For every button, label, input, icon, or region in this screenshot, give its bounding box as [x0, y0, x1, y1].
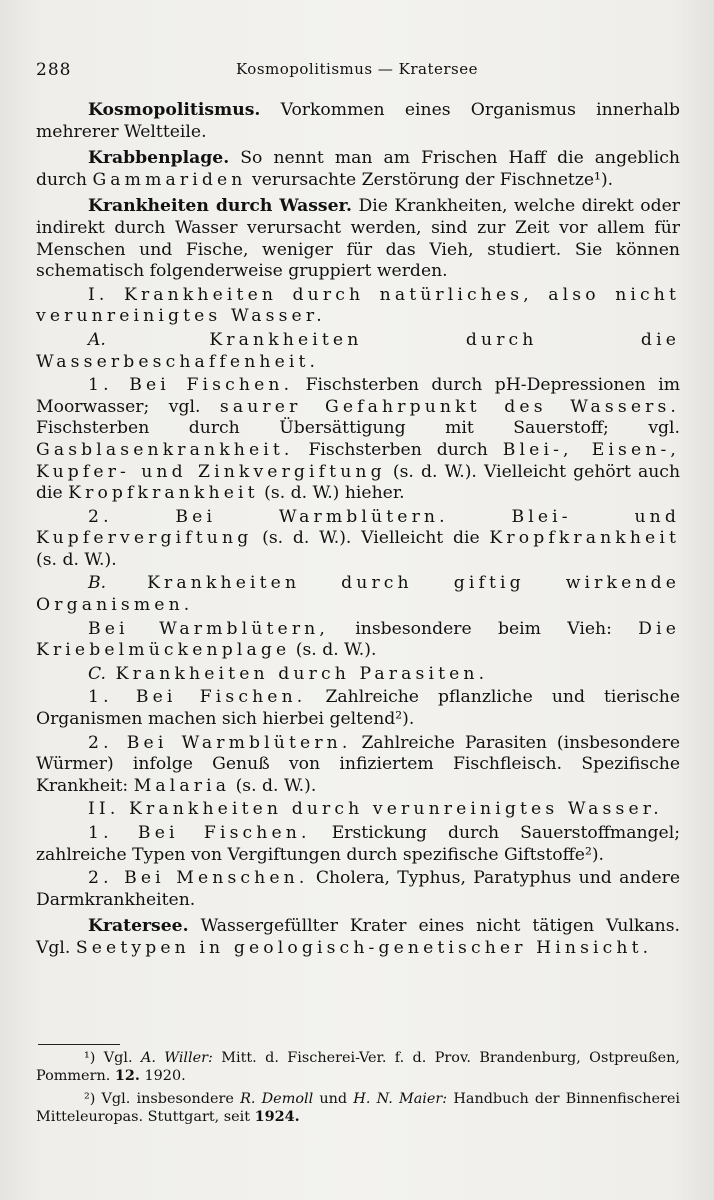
paragraph-ii2: [36, 868, 680, 911]
section-letter: C.: [88, 663, 107, 684]
footnote-text: ¹) Vgl.: [84, 1050, 141, 1066]
section-title: Krankheiten durch giftig wirkende Organismen.: [36, 573, 680, 616]
paragraph-a1: [36, 375, 680, 505]
footnotes: [36, 1050, 680, 1126]
headword: Kosmopolitismus.: [88, 100, 261, 120]
spaced-term: Malaria: [133, 775, 231, 796]
spaced-term: 1. Bei Fischen.: [88, 823, 311, 843]
spaced-term: Gammariden: [92, 169, 247, 190]
subsection-a: [36, 330, 680, 373]
footnote-text: Mitt. d. Fischerei-Ver. f. d. Prov. Brandenburg, Ostpreußen, Pommern.: [36, 1050, 680, 1084]
headword: Kratersee.: [88, 916, 189, 937]
paragraph-text: (s. d. W.).: [230, 775, 317, 796]
author-name: H. N. Maier:: [353, 1091, 448, 1107]
spaced-term: 2. Bei Warmblütern. Blei- und Kupfervergiftung: [36, 506, 680, 549]
spaced-term: Kropfkrankheit: [68, 483, 259, 504]
subsection-c: [36, 664, 680, 686]
paragraph-text: (s. d. W.). Vielleicht die: [252, 528, 490, 549]
spaced-term: Kropfkrankheit: [489, 528, 680, 549]
publication-year: 1924.: [254, 1108, 300, 1125]
paragraph-ii1: [36, 823, 680, 866]
paragraph-text: (s. d. W.) hieher.: [258, 483, 405, 504]
section-letter: A.: [88, 329, 106, 350]
entry-text: So nennt man am Frischen Haff die angeblich durch: [36, 148, 680, 190]
paragraph-text: Fischsterben durch Übersättigung mit Sauerstoff; vgl.: [36, 418, 680, 439]
paragraph-text: Fischsterben durch pH-Depressionen im Moorwasser; vgl.: [36, 375, 680, 417]
paragraph-b: [36, 619, 680, 662]
headword: Krabbenplage.: [88, 148, 230, 169]
spaced-term: 2. Bei Menschen.: [88, 868, 309, 889]
section-heading-i: I. Krankheiten durch natürliches, also nicht verunreinigtes Wasser.: [36, 284, 680, 327]
paragraph-text: (s. d. W.). Vielleicht gehört auch die: [36, 461, 681, 504]
spaced-term: 1. Bei Fischen.: [88, 375, 294, 396]
section-heading-ii: II. Krankheiten durch verunreinigtes Wasser.: [88, 799, 663, 820]
page-header: [36, 60, 678, 86]
spaced-term: Blei-, Eisen-, Kupfer- und Zinkvergiftung: [36, 439, 681, 482]
section-letter: B.: [88, 573, 107, 594]
footnote-text: und: [313, 1091, 354, 1107]
entry-text: Die Krankheiten, welche direkt oder indirekt durch Wasser verursacht werden, sind zur Zeit vor allem für Menschen und Fische, weniger für das Vieh, studiert. Sie können schematisch folgenderweise gruppiert werden.: [36, 196, 680, 282]
entry-text: verursachte Zerstörung der Fischnetze¹).: [246, 169, 614, 190]
paragraph-text: Cholera, Typhus, Paratyphus und andere Darmkrankheiten.: [36, 868, 681, 910]
entry-text: Vorkommen eines Organismus innerhalb mehrerer Weltteile.: [36, 100, 680, 142]
subsection-b: [36, 573, 680, 616]
footnote-2: [36, 1091, 680, 1126]
footnote-text: Handbuch der Binnenfischerei Mitteleuropas. Stuttgart, seit: [36, 1091, 680, 1125]
paragraph-c2: [36, 733, 680, 798]
footnote-text: ²) Vgl. insbesondere: [84, 1091, 241, 1107]
entry-text: Wassergefüllter Krater eines nicht tätigen Vulkans. Vgl.: [36, 916, 680, 958]
paragraph-text: Zahlreiche pflanzliche und tierische Organismen machen sich hierbei geltend²).: [36, 687, 681, 730]
author-name: R. Demoll: [240, 1091, 314, 1107]
spaced-term: Bei Warmblütern,: [88, 618, 329, 639]
paragraph-a2: [36, 507, 680, 572]
footnote-text: 1920.: [139, 1068, 186, 1084]
spaced-term: Die Kriebelmückenplage: [36, 618, 680, 661]
headword: Krankheiten durch Wasser.: [88, 196, 353, 217]
paragraph-text: Erstickung durch Sauerstoffmangel; zahlreiche Typen von Vergiftungen durch spezifische Giftstoffe²).: [36, 823, 680, 865]
running-title: Kosmopolitismus — Kratersee: [235, 60, 478, 78]
section-title: Krankheiten durch die Wasserbeschaffenheit.: [36, 329, 680, 372]
author-name: A. Willer:: [140, 1050, 213, 1066]
main-text: [36, 100, 680, 960]
entry-kratersee: [36, 916, 680, 959]
volume-number: 12.: [114, 1067, 140, 1084]
paragraph-text: insbesondere beim Vieh:: [328, 618, 639, 639]
entry-kosmopolitismus: [36, 100, 680, 143]
spaced-term: Seetypen in geologisch-genetischer Hinsicht.: [75, 937, 653, 958]
spaced-term: saurer Gefahrpunkt des Wassers.: [219, 396, 680, 417]
paragraph-text: (s. d. W.).: [290, 640, 377, 661]
section-title: Krankheiten durch Parasiten.: [106, 663, 489, 684]
paragraph-text: Zahlreiche Parasiten (insbesondere Würmer) infolge Genuß von infiziertem Fischfleisch. Spezifische Krankheit:: [36, 732, 680, 796]
footnote-1: [36, 1050, 680, 1085]
entry-krankheiten: [36, 196, 680, 282]
page-number: 288: [36, 60, 72, 80]
paragraph-text: (s. d. W.).: [36, 549, 117, 570]
footnote-rule: [38, 1044, 120, 1045]
spaced-term: 2. Bei Warmblütern.: [88, 732, 352, 753]
spaced-term: Gasblasenkrankheit.: [36, 439, 294, 460]
paragraph-c1: [36, 687, 680, 730]
spaced-term: 1. Bei Fischen.: [88, 687, 307, 708]
entry-krabbenplage: [36, 148, 680, 191]
paragraph-text: Fischsterben durch: [293, 439, 503, 460]
